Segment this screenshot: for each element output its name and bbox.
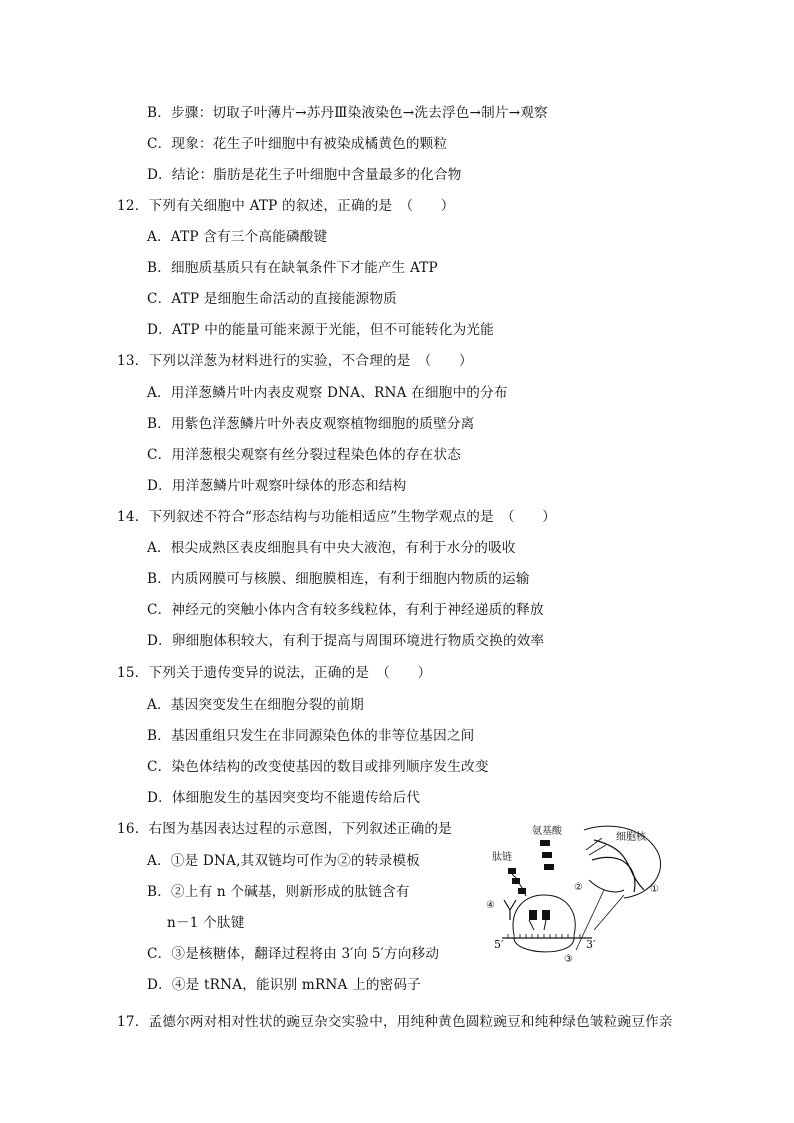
q15-option-c: C．染色体结构的改变使基因的数目或排列顺序发生改变 xyxy=(147,759,489,775)
q16-option-c: C．③是核糖体，翻译过程将由 3′向 5′方向移动 xyxy=(147,946,440,962)
q16-option-b-line1: B．②上有 n 个碱基，则新形成的肽链含有 xyxy=(147,884,410,900)
q15-option-a: A．基因突变发生在细胞分裂的前期 xyxy=(147,697,364,713)
q16-option-a: A．①是 DNA,其双链均可作为②的转录模板 xyxy=(147,853,420,869)
gene-expression-diagram xyxy=(474,820,714,970)
q15-stem: 15．下列关于遗传变异的说法，正确的是 （ ） xyxy=(117,665,432,681)
q13-option-d: D．用洋葱鳞片叶观察叶绿体的形态和结构 xyxy=(147,478,407,494)
q15-option-b: B．基因重组只发生在非同源染色体的非等位基因之间 xyxy=(147,728,475,744)
pointer-line-mrna xyxy=(594,895,624,930)
q17-stem: 17．孟德尔两对相对性状的豌豆杂交实验中，用纯种黄色圆粒豌豆和纯种绿色皱粒豌豆作亲 xyxy=(117,1014,673,1030)
ribosome-icon xyxy=(513,895,575,952)
marker-4: ④ xyxy=(486,900,495,911)
q16-option-b-line2: n－1 个肽键 xyxy=(167,915,245,931)
q12-option-d: D．ATP 中的能量可能来源于光能，但不可能转化为光能 xyxy=(147,322,494,338)
q11-option-d: D．结论：脂肪是花生子叶细胞中含量最多的化合物 xyxy=(147,167,462,183)
marker-2: ② xyxy=(574,882,583,893)
q12-option-b: B．细胞质基质只有在缺氧条件下才能产生 ATP xyxy=(147,260,438,276)
q11-option-b: B．步骤：切取子叶薄片→苏丹Ⅲ染液染色→洗去浮色→制片→观察 xyxy=(147,105,548,121)
q16-option-d: D．④是 tRNA，能识别 mRNA 上的密码子 xyxy=(147,977,422,993)
q13-stem: 13．下列以洋葱为材料进行的实验，不合理的是 （ ） xyxy=(117,353,473,369)
q14-stem: 14．下列叙述不符合“形态结构与功能相适应”生物学观点的是 （ ） xyxy=(117,509,557,525)
label-amino-acid: 氨基酸 xyxy=(532,826,562,837)
q14-option-d: D．卵细胞体积较大，有利于提高与周围环境进行物质交换的效率 xyxy=(147,633,545,649)
q12-stem: 12．下列有关细胞中 ATP 的叙述，正确的是 （ ） xyxy=(117,198,455,214)
label-5-prime: 5′ xyxy=(494,938,504,951)
q12-option-c: C．ATP 是细胞生命活动的直接能源物质 xyxy=(147,291,397,307)
label-peptide: 肽链 xyxy=(492,852,512,863)
q11-option-c: C．现象：花生子叶细胞中有被染成橘黄色的颗粒 xyxy=(147,136,448,152)
marker-1: ① xyxy=(650,884,659,895)
q13-option-b: B．用紫色洋葱鳞片叶外表皮观察植物细胞的质壁分离 xyxy=(147,416,475,432)
q12-option-a: A．ATP 含有三个高能磷酸键 xyxy=(147,229,328,245)
q15-option-d: D．体细胞发生的基因突变均不能遗传给后代 xyxy=(147,790,421,806)
gene-expression-svg xyxy=(474,820,714,970)
q13-option-a: A．用洋葱鳞片叶内表皮观察 DNA、RNA 在细胞中的分布 xyxy=(147,385,508,401)
q13-option-c: C．用洋葱根尖观察有丝分裂过程染色体的存在状态 xyxy=(147,447,462,463)
q14-option-c: C．神经元的突触小体内含有较多线粒体，有利于神经递质的释放 xyxy=(147,602,544,618)
label-3-prime: 3′ xyxy=(586,938,596,951)
marker-3: ③ xyxy=(564,954,573,965)
label-nucleus: 细胞核 xyxy=(616,832,646,843)
amino-acid-icons xyxy=(540,840,554,870)
mrna-strand xyxy=(589,880,624,892)
q14-option-a: A．根尖成熟区表皮细胞具有中央大液泡，有利于水分的吸收 xyxy=(147,540,516,556)
peptide-chain-icon xyxy=(508,868,526,896)
q14-option-b: B．内质网膜可与核膜、细胞膜相连，有利于细胞内物质的运输 xyxy=(147,571,530,587)
q16-stem: 16．右图为基因表达过程的示意图，下列叙述正确的是 xyxy=(117,821,452,837)
